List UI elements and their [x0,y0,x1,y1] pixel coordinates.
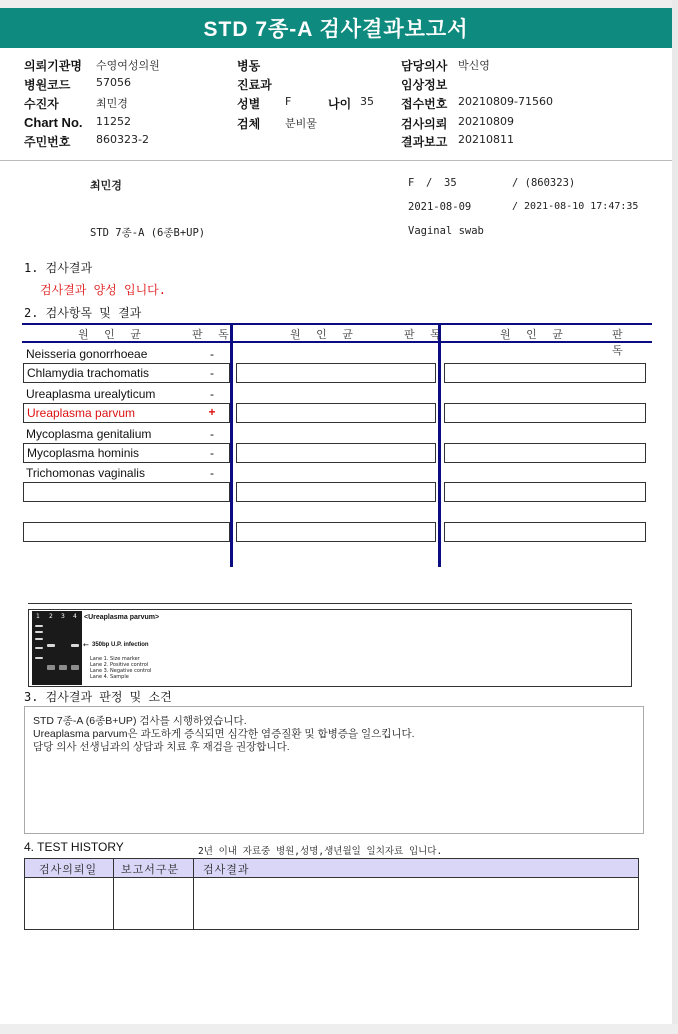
empty-row [444,443,646,463]
institution-value: 수영여성의원 [96,59,160,72]
primer-dimer [71,665,79,670]
age-value: 35 [360,95,374,108]
organism-result: - [210,427,214,441]
finding-line: STD 7종-A (6종B+UP) 검사를 시행하였습니다. [33,715,247,727]
clinical-info-label: 임상정보 [401,78,448,92]
empty-row [236,482,436,502]
gel-legend-line: Lane 1. Size marker [90,656,140,662]
summary-date-received: 2021-08-09 [408,201,472,213]
history-col-report-type: 보고서구분 [121,863,180,876]
col-result-3: 판 독 [612,328,629,357]
marker-band [35,625,43,627]
empty-row [236,443,436,463]
lane-number: 4 [73,613,77,620]
patient-label: 수진자 [24,97,59,111]
finding-line: Ureaplasma parvum은 과도하게 증식되면 심각한 염증질환 및 합병증을 일으킵니다. [33,728,415,740]
organism-name: Trichomonas vaginalis [26,466,145,480]
lane-number: 1 [36,613,40,620]
col-organism-2: 원 인 균 [290,328,359,341]
summary-test-name: STD 7종-A (6종B+UP) [90,227,206,239]
summary-slash: / [426,177,433,189]
history-note: 2년 이내 자료중 병원,성명,생년월일 일치자료 입니다. [198,846,443,857]
empty-row [444,522,646,542]
organism-result: - [210,347,214,361]
gel-band-label: 350bp U.P. infection [92,642,149,648]
findings-box [24,706,644,834]
marker-band [35,631,43,633]
scrollbar-track[interactable] [672,0,678,1034]
chart-no-label: Chart No. [24,115,83,130]
sample-band [71,644,79,647]
department-label: 진료과 [237,78,272,92]
age-label: 나이 [328,97,352,111]
section4-heading: 4. TEST HISTORY [24,840,124,854]
specimen-value: 분비물 [285,117,317,130]
gel-legend-line: Lane 3. Negative control [90,668,152,674]
empty-row [444,403,646,423]
lane-number: 2 [49,613,53,620]
specimen-label: 검체 [237,117,261,131]
report-date-value: 20210811 [458,133,514,146]
gel-legend-line: Lane 4. Sample [90,674,129,680]
empty-row [236,522,436,542]
positive-control-band [47,644,55,647]
history-col-request-date: 검사의뢰일 [39,863,98,876]
empty-row [23,522,230,542]
summary-specimen: Vaginal swab [408,225,484,237]
request-date-value: 20210809 [458,115,514,128]
header-info [0,54,672,154]
organism-name: Ureaplasma urealyticum [26,387,156,401]
marker-band [35,657,43,659]
organism-result: - [210,446,214,460]
marker-band [35,647,43,649]
chart-no-value: 11252 [96,115,131,128]
organism-row [23,443,230,463]
gel-top-rule [28,603,632,604]
organism-row-positive [23,403,230,423]
history-table-header [25,859,638,878]
organism-result: - [210,387,214,401]
primer-dimer [59,665,67,670]
table-col-divider-1 [230,323,233,567]
finding-line: 담당 의사 선생님과의 상담과 치료 후 재검을 권장합니다. [33,741,290,753]
arrow-icon: ← [83,641,89,649]
bottom-strip [0,1024,678,1034]
summary-birth: / (860323) [512,177,576,189]
table-top-rule [22,323,652,325]
col-result-2: 판 독 [404,328,447,341]
sex-value: F [285,95,292,108]
ward-label: 병동 [237,59,261,73]
organism-result: - [210,466,214,480]
empty-row [236,403,436,423]
organism-row [26,464,226,482]
request-date-label: 검사의뢰 [401,117,448,131]
resident-no-value: 860323-2 [96,133,149,146]
summary-name: 최민경 [90,179,122,192]
col-organism-1: 원 인 균 [78,328,147,341]
organism-name: Neisseria gonorrhoeae [26,347,148,361]
empty-row [444,482,646,502]
accession-label: 접수번호 [401,97,448,111]
history-col-divider [113,859,114,929]
overall-result-text: 검사결과 양성 입니다. [40,283,167,297]
history-table [24,858,639,930]
organism-row [26,425,226,443]
lane-number: 3 [61,613,65,620]
empty-row [236,363,436,383]
empty-row [444,363,646,383]
gel-electrophoresis-image [32,611,82,685]
organism-name: Ureaplasma parvum [27,406,136,420]
report-title: STD 7종-A 검사결과보고서 [0,8,672,48]
primer-dimer [47,665,55,670]
section3-heading: 3. 검사결과 판정 및 소견 [24,690,172,704]
hospital-code-value: 57056 [96,76,131,89]
summary-date-reported: / 2021-08-10 17:47:35 [512,201,639,212]
table-col-divider-2 [438,323,441,567]
organism-result: - [210,366,214,380]
history-col-result: 검사결과 [203,863,250,876]
organism-name: Mycoplasma hominis [27,446,140,460]
organism-name: Chlamydia trachomatis [27,366,150,380]
resident-no-label: 주민번호 [24,135,71,149]
sex-label: 성별 [237,97,261,111]
organism-row [26,345,226,363]
gel-title: <Ureaplasma parvum> [84,614,160,621]
organism-row [26,385,226,403]
top-strip [0,0,678,8]
report-date-label: 결과보고 [401,135,448,149]
header-divider [0,160,672,161]
col-organism-3: 원 인 균 [500,328,569,341]
institution-label: 의뢰기관명 [24,59,82,73]
empty-row [23,482,230,502]
organism-name: Mycoplasma genitalium [26,427,152,441]
col-result-1: 판 독 [192,328,235,341]
section2-heading: 2. 검사항목 및 결과 [24,306,142,320]
gel-legend-line: Lane 2. Positive control [90,662,149,668]
history-col-divider [193,859,194,929]
organism-result: + [208,405,216,419]
hospital-code-label: 병원코드 [24,78,71,92]
patient-value: 최민경 [96,97,128,110]
results-table [22,323,652,567]
doctor-label: 담당의사 [401,59,448,73]
summary-age: 35 [444,177,457,189]
marker-band [35,638,43,640]
summary-sex: F [408,177,415,189]
doctor-value: 박신영 [458,59,490,72]
organism-row [23,363,230,383]
accession-value: 20210809-71560 [458,95,553,108]
section1-heading: 1. 검사결과 [24,261,93,275]
